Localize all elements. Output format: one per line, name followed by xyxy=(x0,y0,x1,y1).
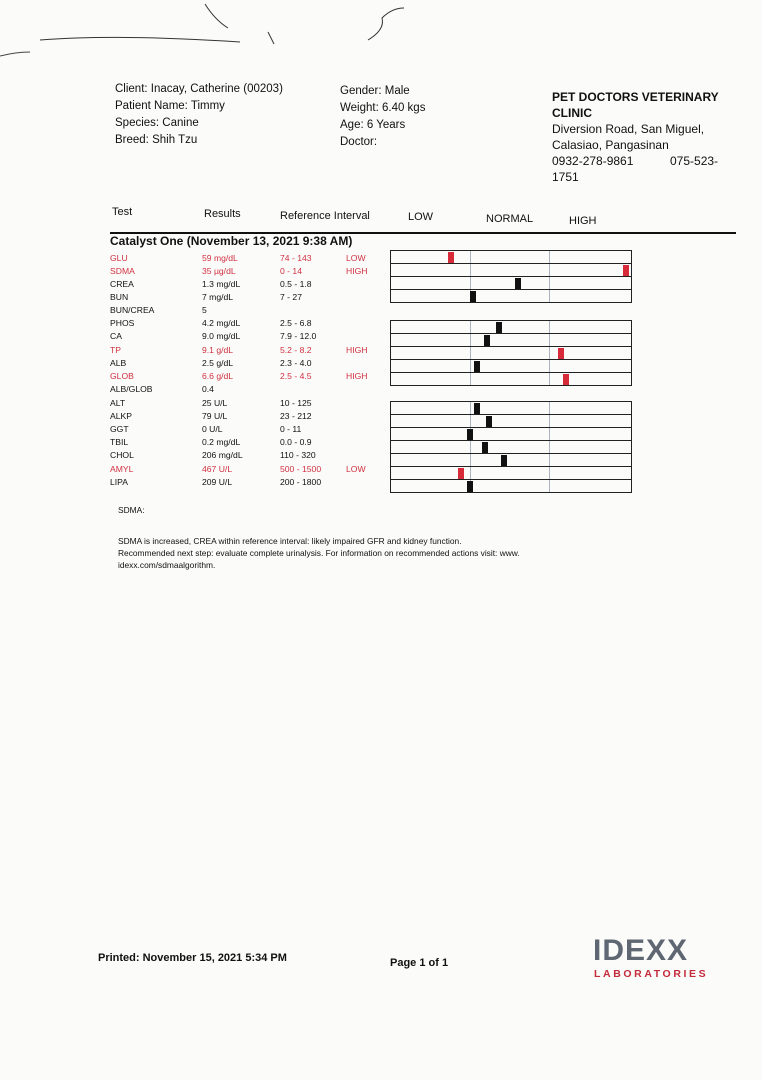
range-gridline xyxy=(549,290,550,302)
reference-interval: 7.9 - 12.0 xyxy=(280,331,317,341)
sdma-note-line1: SDMA is increased, CREA within reference interval: likely impaired GFR and kidney function. xyxy=(118,536,462,546)
result-marker xyxy=(515,278,521,289)
range-bar xyxy=(391,251,631,264)
test-result: 1.3 mg/dL xyxy=(202,279,241,289)
reference-interval: 2.5 - 6.8 xyxy=(280,318,312,328)
test-result: 9.1 g/dL xyxy=(202,345,234,355)
reference-interval: 23 - 212 xyxy=(280,411,312,421)
range-bar xyxy=(391,441,631,454)
result-marker xyxy=(496,322,502,333)
range-gridline xyxy=(470,251,471,263)
range-gridline xyxy=(470,467,471,479)
reference-interval: 0.0 - 0.9 xyxy=(280,437,312,447)
table-row xyxy=(0,410,390,423)
sdma-heading: SDMA: xyxy=(118,505,145,515)
clinic-phone-2: 075-523- xyxy=(670,154,719,168)
range-gridline xyxy=(470,264,471,276)
result-marker xyxy=(482,442,488,453)
range-bar xyxy=(391,264,631,277)
range-gridline xyxy=(470,277,471,289)
sdma-note-line3: idexx.com/sdmaalgorithm. xyxy=(118,560,216,570)
reference-interval: 0 - 11 xyxy=(280,424,302,434)
breed: Breed: Shih Tzu xyxy=(115,134,198,146)
clinic-phone-1: 0932-278-9861 xyxy=(552,154,634,168)
range-gridline xyxy=(549,360,550,372)
range-gridline xyxy=(549,373,550,385)
gender: Gender: Male xyxy=(340,85,410,97)
range-gridline xyxy=(470,454,471,466)
table-row xyxy=(0,383,390,396)
printed-timestamp: Printed: November 15, 2021 5:34 PM xyxy=(98,952,287,964)
col-reference-heading: Reference Interval xyxy=(280,210,370,222)
reference-interval: 110 - 320 xyxy=(280,450,316,460)
table-row xyxy=(0,278,390,291)
result-marker xyxy=(623,265,629,276)
range-bar xyxy=(391,428,631,441)
range-gridline xyxy=(549,264,550,276)
test-result: 4.2 mg/dL xyxy=(202,318,241,328)
table-row xyxy=(0,476,390,489)
test-name: GLOB xyxy=(110,371,134,381)
range-gridline xyxy=(470,402,471,414)
test-result: 467 U/L xyxy=(202,464,233,474)
table-row xyxy=(0,357,390,370)
range-gridline xyxy=(470,373,471,385)
test-name: TP xyxy=(110,345,121,355)
sdma-note-line2: Recommended next step: evaluate complete urinalysis. For information on recommended actions visit: www. xyxy=(118,548,520,558)
test-name: AMYL xyxy=(110,464,134,474)
reference-interval: 5.2 - 8.2 xyxy=(280,345,312,355)
species: Species: Canine xyxy=(115,117,199,129)
reference-interval: 0 - 14 xyxy=(280,266,302,276)
result-marker xyxy=(563,374,569,385)
idexx-logo: IDEXX xyxy=(593,934,689,967)
result-marker xyxy=(467,429,473,440)
range-bar xyxy=(391,480,631,493)
patient-name: Patient Name: Timmy xyxy=(115,100,225,112)
test-name: ALB/GLOB xyxy=(110,384,153,394)
doctor: Doctor: xyxy=(340,136,378,148)
test-result: 59 mg/dL xyxy=(202,253,238,263)
test-result: 0.4 xyxy=(202,384,214,394)
test-name: CHOL xyxy=(110,450,134,460)
test-result: 79 U/L xyxy=(202,411,228,421)
test-name: ALT xyxy=(110,398,126,408)
range-gridline xyxy=(549,454,550,466)
table-row xyxy=(0,304,390,317)
range-bar xyxy=(391,290,631,303)
table-row xyxy=(0,449,390,462)
clinic-name-line1: PET DOCTORS VETERINARY xyxy=(552,90,719,104)
test-name: ALB xyxy=(110,358,127,368)
table-row xyxy=(0,252,390,265)
result-marker xyxy=(474,403,480,414)
test-name: CA xyxy=(110,331,122,341)
test-name: GGT xyxy=(110,424,129,434)
test-result: 0.2 mg/dL xyxy=(202,437,241,447)
test-name: TBIL xyxy=(110,437,129,447)
patient-details xyxy=(340,83,425,151)
range-gridline xyxy=(470,321,471,333)
range-box-renal xyxy=(390,250,632,303)
test-result: 2.5 g/dL xyxy=(202,358,234,368)
test-result: 7 mg/dL xyxy=(202,292,234,302)
range-box-liver-pancreas xyxy=(390,401,632,493)
range-bar xyxy=(391,454,631,467)
range-bar xyxy=(391,277,631,290)
reference-interval: 2.5 - 4.5 xyxy=(280,371,312,381)
result-marker xyxy=(467,481,473,492)
range-gridline xyxy=(470,360,471,372)
result-flag: HIGH xyxy=(346,345,368,355)
test-result: 0 U/L xyxy=(202,424,223,434)
table-row xyxy=(0,463,390,476)
result-marker xyxy=(458,468,464,479)
client-name: Client: Inacay, Catherine (00203) xyxy=(115,83,283,95)
range-gridline xyxy=(549,467,550,479)
reference-interval: 0.5 - 1.8 xyxy=(280,279,312,289)
scan-artifacts xyxy=(0,0,762,80)
range-box-protein xyxy=(390,320,632,386)
reference-interval: 500 - 1500 xyxy=(280,464,322,474)
table-row xyxy=(0,291,390,304)
reference-interval: 7 - 27 xyxy=(280,292,302,302)
result-flag: HIGH xyxy=(346,371,368,381)
page-number: Page 1 of 1 xyxy=(390,957,449,969)
result-flag: HIGH xyxy=(346,266,368,276)
range-gridline xyxy=(549,441,550,453)
range-gridline xyxy=(470,441,471,453)
table-row xyxy=(0,397,390,410)
test-result: 206 mg/dL xyxy=(202,450,243,460)
range-gridline xyxy=(549,277,550,289)
clinic-phone-2-cont: 1751 xyxy=(552,170,579,184)
reference-interval: 74 - 143 xyxy=(280,253,312,263)
clinic-address-line1: Diversion Road, San Miguel, xyxy=(552,122,705,136)
range-gridline xyxy=(549,428,550,440)
range-gridline xyxy=(470,334,471,346)
table-row xyxy=(0,370,390,383)
range-bar xyxy=(391,347,631,360)
col-test-heading: Test xyxy=(112,206,133,218)
table-row xyxy=(0,265,390,278)
test-result: 25 U/L xyxy=(202,398,228,408)
range-bar xyxy=(391,415,631,428)
test-result: 6.6 g/dL xyxy=(202,371,234,381)
clinic-name-line2: CLINIC xyxy=(552,106,592,120)
range-bar xyxy=(391,373,631,386)
result-marker xyxy=(470,291,476,302)
range-gridline xyxy=(470,347,471,359)
test-result: 35 µg/dL xyxy=(202,266,236,276)
reference-interval: 2.3 - 4.0 xyxy=(280,358,312,368)
result-marker xyxy=(484,335,490,346)
age: Age: 6 Years xyxy=(340,119,406,131)
range-bar xyxy=(391,321,631,334)
reference-interval: 10 - 125 xyxy=(280,398,312,408)
range-bar xyxy=(391,467,631,480)
range-gridline xyxy=(549,415,550,427)
range-bar xyxy=(391,402,631,415)
test-name: PHOS xyxy=(110,318,135,328)
range-gridline xyxy=(470,415,471,427)
range-gridline xyxy=(549,347,550,359)
result-marker xyxy=(501,455,507,466)
table-row xyxy=(0,344,390,357)
test-result: 209 U/L xyxy=(202,477,233,487)
result-marker xyxy=(474,361,480,372)
clinic-info xyxy=(552,89,719,185)
result-flag: LOW xyxy=(346,464,366,474)
range-gridline xyxy=(549,321,550,333)
test-name: SDMA xyxy=(110,266,135,276)
test-name: CREA xyxy=(110,279,134,289)
test-name: BUN/CREA xyxy=(110,305,155,315)
range-gridline xyxy=(549,402,550,414)
range-gridline xyxy=(549,334,550,346)
weight: Weight: 6.40 kgs xyxy=(340,102,426,114)
result-marker xyxy=(558,348,564,359)
clinic-address-line2: Calasiao, Pangasinan xyxy=(552,138,669,152)
table-row xyxy=(0,330,390,343)
test-result: 5 xyxy=(202,305,207,315)
range-gridline xyxy=(549,480,550,492)
col-low-heading: LOW xyxy=(408,211,434,223)
table-row xyxy=(0,317,390,330)
patient-info xyxy=(115,81,283,149)
table-row xyxy=(0,423,390,436)
test-name: GLU xyxy=(110,253,128,263)
test-name: BUN xyxy=(110,292,129,302)
test-name: ALKP xyxy=(110,411,132,421)
range-gridline xyxy=(549,251,550,263)
test-result: 9.0 mg/dL xyxy=(202,331,241,341)
clinic-phone-line xyxy=(552,153,719,169)
result-marker xyxy=(486,416,492,427)
col-high-heading: HIGH xyxy=(569,215,597,227)
idexx-logo-sub: LABORATORIES xyxy=(594,968,709,980)
section-title: Catalyst One (November 13, 2021 9:38 AM) xyxy=(110,234,353,248)
range-bar xyxy=(391,334,631,347)
test-name: LIPA xyxy=(110,477,128,487)
col-normal-heading: NORMAL xyxy=(486,213,534,225)
col-results-heading: Results xyxy=(204,208,241,220)
range-bar xyxy=(391,360,631,373)
reference-interval: 200 - 1800 xyxy=(280,477,322,487)
result-marker xyxy=(448,252,454,263)
table-row xyxy=(0,436,390,449)
result-flag: LOW xyxy=(346,253,366,263)
